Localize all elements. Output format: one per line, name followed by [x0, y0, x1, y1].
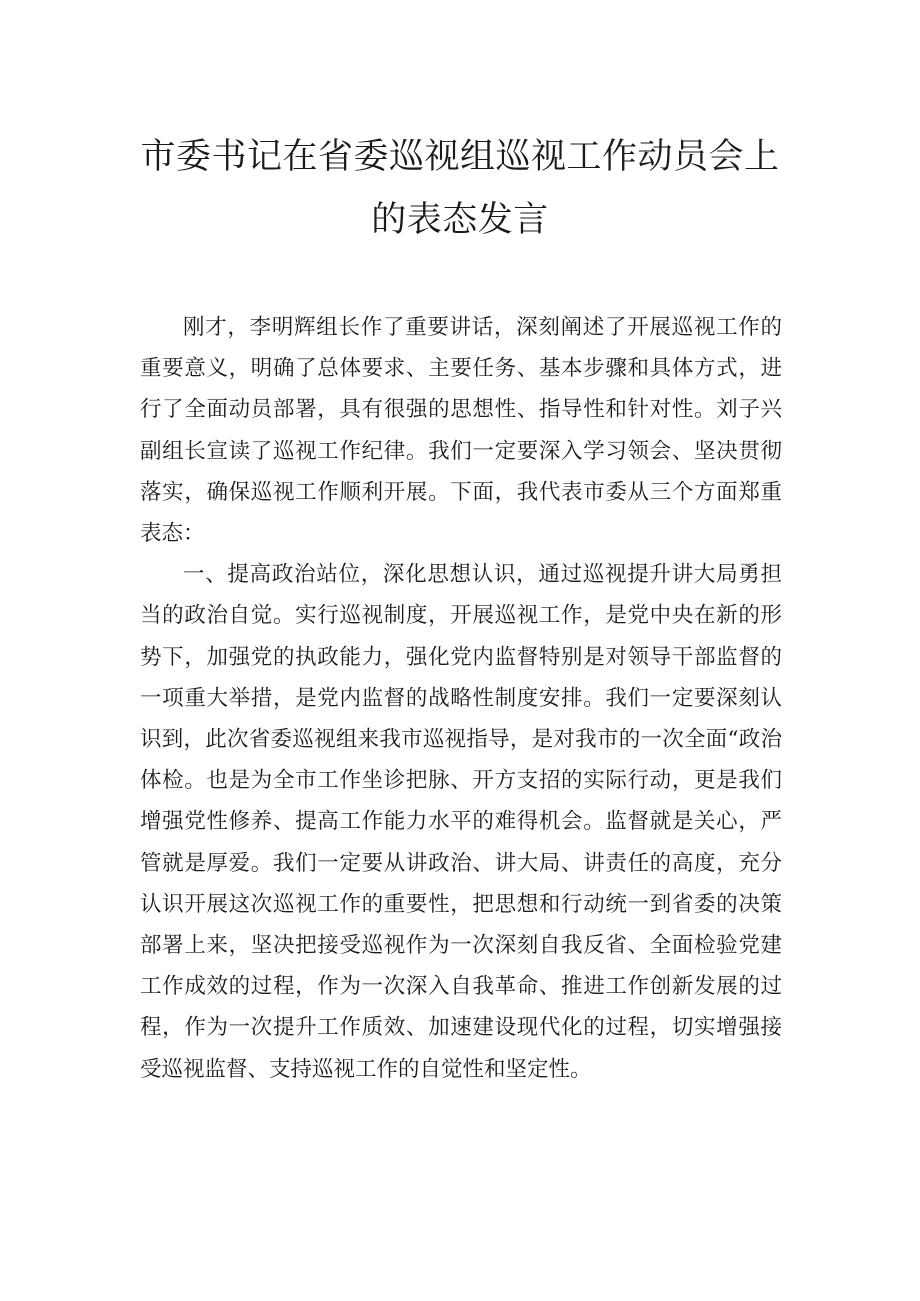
document-title: 市委书记在省委巡视组巡视工作动员会上的表态发言	[140, 137, 780, 240]
paragraph-intro: 刚才，李明辉组长作了重要讲话，深刻阐述了开展巡视工作的重要意义，明确了总体要求、主要任务、基本步骤和具体方式，进行了全面动员部署，具有很强的思想性、指导性和针对性。刘子兴副组长宣读了巡视工作纪律。我们一定要深入学习领会、坚决贯彻落实，确保巡视工作顺利开展。下面，我代表市委从三个方面郑重表态：	[140, 315, 782, 547]
document-body	[140, 307, 782, 1090]
paragraph-section-1: 一、提高政治站位，深化思想认识，通过巡视提升讲大局勇担当的政治自觉。实行巡视制度，开展巡视工作，是党中央在新的形势下，加强党的执政能力，强化党内监督特别是对领导干部监督的一项重大举措，是党内监督的战略性制度安排。我们一定要深刻认识到，此次省委巡视组来我市巡视指导，是对我市的一次全面“政治体检。也是为全市工作坐诊把脉、开方支招的实际行动，更是我们增强党性修养、提高工作能力水平的难得机会。监督就是关心，严管就是厚爱。我们一定要从讲政治、讲大局、讲责任的高度，充分认识开展这次巡视工作的重要性，把思想和行动统一到省委的决策部署上来，坚决把接受巡视作为一次深刻自我反省、全面检验党建工作成效的过程，作为一次深入自我革命、推进工作创新发展的过程，作为一次提升工作质效、加速建设现代化的过程，切实增强接受巡视监督、支持巡视工作的自觉性和坚定性。	[140, 562, 782, 1082]
